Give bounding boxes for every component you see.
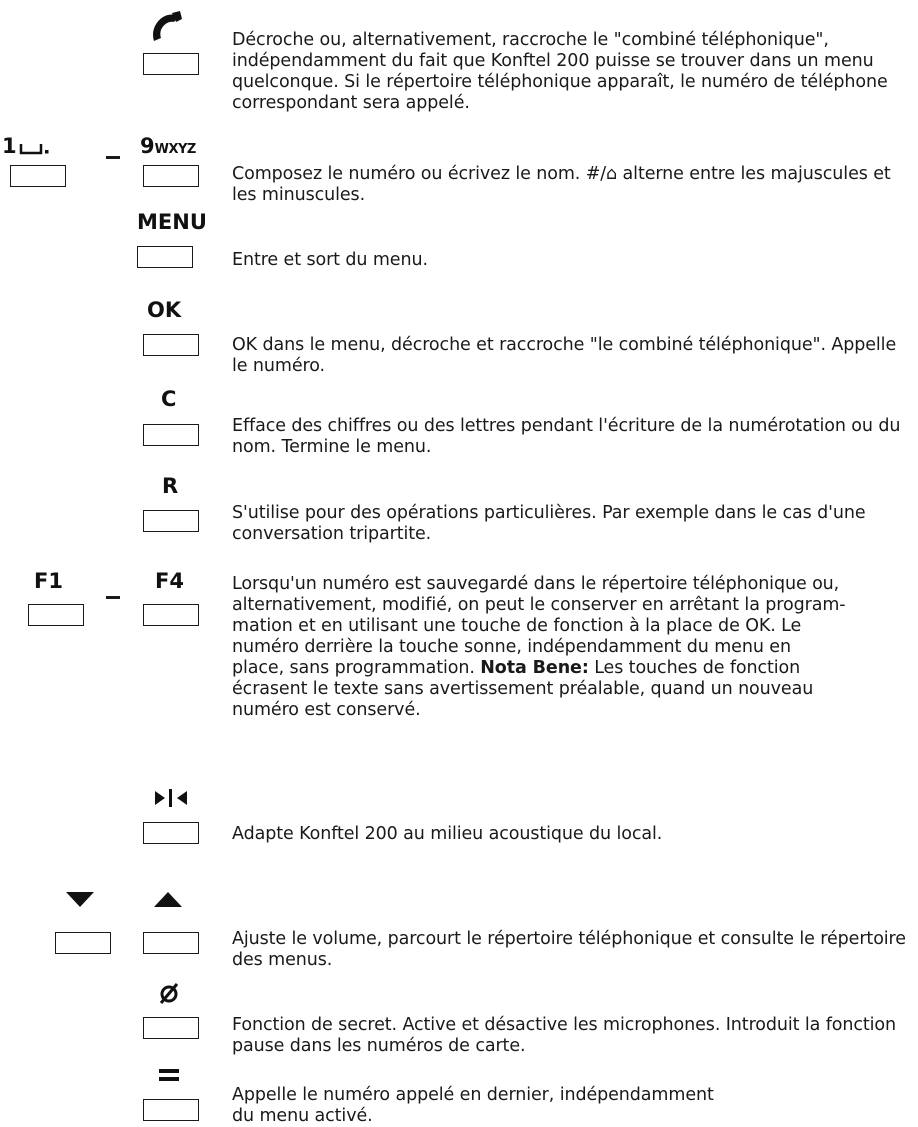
clear-description: Efface des chiffres ou des lettres pendant l'écriture de la numérotation ou du nom. Termine le menu. [232, 416, 901, 457]
redial-icon [158, 1067, 180, 1083]
volume-down-key[interactable] [55, 932, 111, 954]
redial-description: Appelle le numéro appelé en dernier, indépendamment du menu activé. [232, 1085, 714, 1126]
menu-key[interactable] [137, 246, 193, 268]
f4-label: F4 [155, 569, 184, 593]
mute-key[interactable] [143, 1017, 199, 1039]
digit-1-label: 1 [2, 134, 49, 158]
f4-key[interactable] [143, 604, 199, 626]
handset-icon [150, 10, 184, 44]
volume-down-arrow-icon [65, 890, 95, 908]
f1-key[interactable] [28, 604, 84, 626]
menu-label: MENU [137, 210, 207, 234]
ok-key[interactable] [143, 334, 199, 356]
digit-9-key[interactable] [143, 165, 199, 187]
handset-description: Décroche ou, alternativement, raccroche le "combiné téléphonique", indépendamment du fait que Konftel 200 puisse se trouver dans un menu quelconque. Si le répertoire téléphonique apparaît, le numéro de téléphone correspondant sera appelé. [232, 30, 888, 113]
volume-description: Ajuste le volume, parcourt le répertoire téléphonique et consulte le répertoire des menus. [232, 929, 906, 970]
function-range-dash [106, 596, 120, 599]
function-description: Lorsqu'un numéro est sauvegardé dans le répertoire téléphonique ou, alternativement, modifié, on peut le conserver en arrêtant la program- mation et en utilisant une touche de fonction à la place de OK. Le numéro derrière la touche sonne, indépendamment du menu en place, sans programmation. Nota Bene: Les touches de fonction écrasent le texte sans avertissement préalable, quand un nouveau numéro est conservé. [232, 574, 846, 720]
ok-description: OK dans le menu, décroche et raccroche "le combiné téléphonique". Appelle le numéro. [232, 335, 897, 376]
menu-description: Entre et sort du menu. [232, 250, 428, 270]
digit-9-label: 9WXYZ [140, 134, 196, 158]
acoustic-description: Adapte Konftel 200 au milieu acoustique du local. [232, 824, 663, 844]
volume-up-arrow-icon [153, 890, 183, 908]
clear-label: C [161, 387, 177, 411]
clear-key[interactable] [143, 424, 199, 446]
digits-description: Composez le numéro ou écrivez le nom. #/⌂ alterne entre les majuscules et les minuscules. [232, 164, 891, 205]
f1-label: F1 [34, 569, 63, 593]
handset-key[interactable] [143, 53, 199, 75]
r-key[interactable] [143, 510, 199, 532]
ok-label: OK [147, 298, 182, 322]
acoustic-adapt-icon [153, 788, 189, 808]
r-label: R [162, 474, 179, 498]
mute-icon [158, 982, 180, 1004]
range-dash [106, 156, 120, 159]
digit-1-key[interactable] [10, 165, 66, 187]
redial-key[interactable] [143, 1099, 199, 1121]
nota-bene-label: Nota Bene: [480, 658, 589, 678]
volume-up-key[interactable] [143, 932, 199, 954]
acoustic-key[interactable] [143, 822, 199, 844]
mute-description: Fonction de secret. Active et désactive les microphones. Introduit la fonction pause dans les numéros de carte. [232, 1015, 897, 1056]
space-icon [19, 141, 51, 155]
r-description: S'utilise pour des opérations particulières. Par exemple dans le cas d'une conversation tripartite. [232, 503, 866, 544]
